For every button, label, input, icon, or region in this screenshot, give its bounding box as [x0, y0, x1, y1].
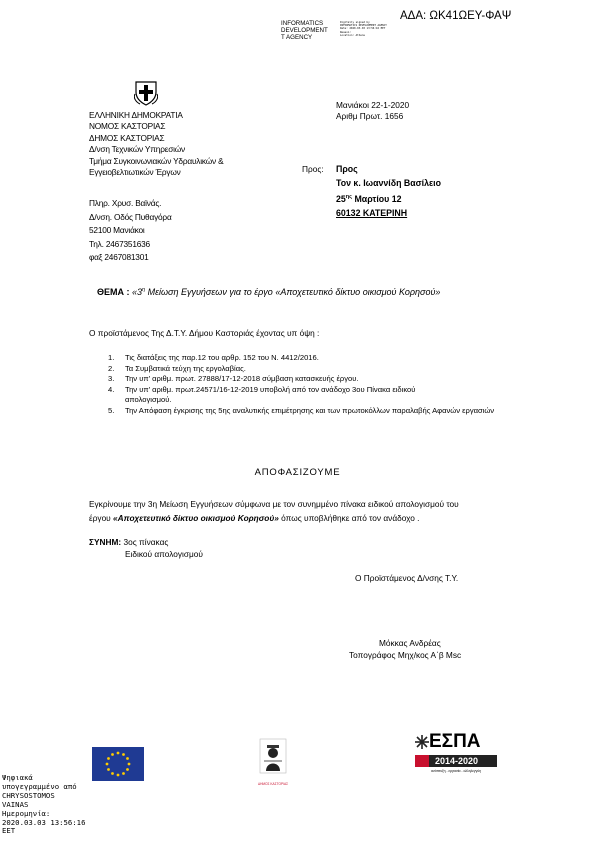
subject-line — [97, 287, 440, 297]
espa-years: 2014-2020 — [435, 756, 479, 766]
sender-line: ΔΗΜΟΣ ΚΑΣΤΟΡΙΑΣ — [89, 132, 165, 143]
recipient-title: Προς — [336, 164, 358, 174]
sender-line: ΝΟΜΟΣ ΚΑΣΤΟΡΙΑΣ — [89, 121, 166, 132]
ida-stamp-detail: Date: 2020.03.03 13:56:16 EET — [340, 27, 386, 31]
digital-signature — [2, 774, 85, 836]
greek-emblem-icon — [134, 80, 158, 106]
place-date: Μανιάκοι 22-1-2020 — [336, 100, 410, 110]
director-title: Ο Προϊστάμενος Δ/νσης Τ.Υ. — [355, 573, 459, 583]
project-name: «Αποχετευτικό δίκτυο οικισμού Κορησού» — [113, 513, 279, 523]
ida-stamp-detail: INFORMATICS DEVELOPMENT AGENCY — [340, 24, 387, 28]
digital-signature-line: υπογεγραμμένο από — [2, 781, 77, 791]
intro-text: Ο προϊστάμενος Της Δ.Τ.Υ. Δήμου Καστοριάς έχοντας υπ όψη : — [89, 328, 320, 338]
espa-subtitle: ανάπτυξη - εργασία - αλληλεγγύη — [430, 769, 482, 773]
recipient-name: Τον κ. Ιωαννίδη Βασίλειο — [336, 178, 441, 188]
attachment-line: Ειδικού απολογισμού — [125, 549, 203, 559]
kastoria-label: ΔΗΜΟΣ ΚΑΣΤΟΡΙΑΣ — [257, 782, 289, 786]
ida-stamp-line: INFORMATICS — [281, 20, 324, 27]
eu-flag-icon — [92, 747, 144, 781]
ada-code: ΑΔΑ: ΩΚ41ΩΕΥ-ΦΑΨ — [400, 10, 512, 22]
recipient-block — [336, 162, 441, 220]
decision-line: Εγκρίνουμε την 3η Μείωση Εγγυήσεων σύμφωνα με τον συνημμένο πίνακα ειδικού απολογισμού του — [89, 499, 459, 509]
considerations-list — [108, 353, 518, 417]
contact-line: Τηλ. 2467351636 — [89, 238, 150, 249]
digital-signature-line: CHRYSOSTOMOS — [2, 790, 55, 800]
digital-signature-line: 2020.03.03 13:56:16 — [2, 817, 86, 827]
contact-block — [89, 197, 172, 265]
recipient-street-sup: ης — [345, 194, 353, 200]
attachment-line: 3ος πίνακας — [121, 537, 169, 547]
contact-line: 52100 Μανιάκοι — [89, 225, 145, 235]
list-item: 3. Την υπ' αριθμ. πρωτ. 27888/17-12-2018 σύμβαση κατασκευής έργου. — [108, 374, 359, 384]
signature-title: Τοπογράφος Μηχ/κος Α΄β Msc — [349, 650, 462, 660]
digital-signature-line: Ημερομηνία: — [2, 808, 51, 818]
sender-line: ΕΛΛΗΝΙΚΗ ΔΗΜΟΚΡΑΤΙΑ — [89, 110, 183, 120]
contact-line: φαξ 2467081301 — [89, 252, 149, 262]
recipient-to-label: Προς: — [302, 164, 324, 174]
espa-red-block — [415, 755, 429, 767]
subject-text: Μείωση Εγγυήσεων για το έργο «Αποχετευτικό δίκτυο οικισμού Κορησού» — [145, 287, 441, 297]
digital-signature-line: VAINAS — [2, 799, 29, 809]
espa-star-icon — [415, 735, 429, 749]
ida-stamp-details — [340, 21, 387, 37]
kastoria-logo-icon — [256, 737, 290, 777]
decision-heading: ΑΠΟΦΑΣΙΖΟΥΜΕ — [254, 467, 341, 478]
contact-line: Δ/νση. Οδός Πυθαγόρα — [89, 211, 172, 222]
subject-sup: η — [142, 287, 146, 293]
kastoria-logo — [256, 737, 290, 785]
ida-stamp-detail: Digitally signed by — [340, 21, 370, 24]
digital-signature-line: Ψηφιακά — [2, 773, 33, 782]
subject-label: ΘΕΜΑ : — [97, 287, 130, 297]
list-item: 1. Τις διατάξεις της παρ.12 του αρθρ. 152 του Ν. 4412/2016. — [108, 353, 319, 362]
sender-line: Τμήμα Συγκοινωνιακών Υδραυλικών & — [89, 155, 224, 166]
espa-years-bar — [415, 755, 497, 767]
recipient-street-rest: Μαρτίου 12 — [352, 193, 402, 204]
attachment-label: ΣΥΝΗΜ: — [89, 537, 122, 547]
espa-title: ΕΣΠΑ — [429, 731, 481, 752]
decision-body — [89, 497, 509, 525]
decision-line-2: έργου «Αποχετευτικό δίκτυο οικισμού Κορησού» όπως υποβλήθηκε από τον ανάδοχο . — [89, 513, 420, 523]
subject-pre: «3 — [132, 287, 143, 297]
espa-logo — [413, 733, 499, 783]
attachment-block — [89, 536, 203, 560]
sender-line: Εγγειοβελτιωτικών Έργων — [89, 167, 181, 178]
ida-stamp-detail: Reason: — [340, 30, 351, 34]
recipient-city: 60132 ΚΑΤΕΡΙΝΗ — [336, 207, 408, 218]
list-item: 2. Τα Συμβατικά τεύχη της εργολαβίας. — [108, 363, 246, 373]
ida-stamp-detail: Location: Athens — [340, 33, 365, 37]
sender-block — [89, 110, 223, 178]
ida-stamp-line: DEVELOPMENT — [281, 27, 328, 34]
digital-signature-line: EET — [2, 826, 16, 836]
ida-stamp-line: T AGENCY — [281, 34, 313, 41]
signature-name: Μόκκας Ανδρέας — [379, 638, 441, 648]
contact-line: Πληρ. Χρυσ. Βαϊνάς. — [89, 198, 162, 208]
sender-line: Δ/νση Τεχνικών Υπηρεσιών — [89, 144, 185, 155]
eu-stars — [92, 747, 144, 781]
recipient-street — [336, 190, 441, 206]
list-item: 5. Την Απόφαση έγκρισης της 5ης αναλυτικής επιμέτρησης και των πρωτοκόλλων παραλαβής Αφανών εργασιών — [108, 405, 495, 415]
recipient-street-num: 25 — [336, 193, 346, 204]
protocol-number: Αριθμ Πρωτ. 1656 — [336, 111, 404, 121]
ida-stamp — [281, 20, 328, 41]
list-item: 4. Την υπ' αριθμ. πρωτ.24571/16-12-2019 υποβολή από τον ανάδοχο 3ου Πίνακα ειδικού απολογισμού. — [108, 384, 416, 405]
